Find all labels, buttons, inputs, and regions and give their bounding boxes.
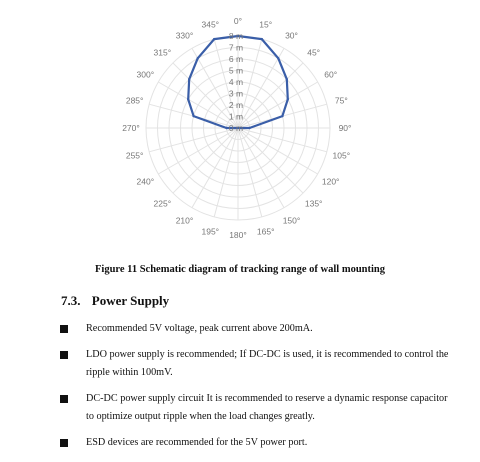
radial-tick-label: 2 m [228,100,244,110]
grid-spoke [158,128,238,174]
angle-tick-label: 180° [229,230,247,240]
square-bullet-icon [60,351,68,359]
data-point [287,98,289,100]
list-item-text: DC-DC power supply circuit It is recommended to reserve a dynamic response capacitor to optimize output ripple when the load changes greatly. [86,393,448,422]
angle-tick-label: 315° [153,47,172,58]
angle-tick-label: 105° [332,150,351,161]
radial-tick-label: 5 m [228,65,244,76]
radial-tick-label: 0 m [228,123,244,133]
list-item-text: Recommended 5V voltage, peak current above 200mA. [86,323,313,334]
radial-tick-label: 1 m [228,111,244,122]
grid-spoke [173,128,238,193]
angle-tick-label: 210° [175,215,194,226]
grid-spoke [238,128,318,174]
data-point [187,98,189,100]
figure-caption: Figure 11 Schematic diagram of tracking range of wall mounting [95,264,385,275]
angle-tick-label: 135° [304,198,323,209]
section-title: Power Supply [91,293,170,308]
square-bullet-icon [60,325,68,333]
data-point [213,38,215,40]
list-item [60,320,452,338]
angle-tick-label: 255° [125,150,144,161]
list-item [60,434,452,452]
angle-tick-label: 270° [122,123,140,133]
angle-tick-label: 150° [282,215,301,226]
radial-tick-label: 4 m [228,77,244,87]
grid-spoke [214,128,238,217]
angle-tick-label: 330° [175,30,194,41]
grid-spoke [238,82,318,128]
angle-tick-label: 0° [233,16,243,26]
grid-spoke [192,128,238,208]
grid-spoke [238,128,327,152]
radial-tick-label: 3 m [228,88,244,99]
angle-tick-label: 345° [201,19,220,30]
list-item [60,390,452,426]
radial-tick-label: 7 m [228,42,244,53]
bullet-list [60,320,452,460]
angle-tick-label: 120° [321,176,340,187]
list-item-text: ESD devices are recommended for the 5V power port. [86,437,308,448]
angle-tick-label: 15° [259,19,273,30]
square-bullet-icon [60,395,68,403]
grid-spoke [149,128,238,152]
section-number: 7.3. [61,293,81,308]
data-point [225,127,227,129]
angle-tick-label: 195° [201,226,220,237]
angle-tick-label: 45° [307,47,321,58]
radial-tick-label: 8 m [228,31,244,41]
data-point [261,38,263,40]
angle-tick-label: 75° [334,95,348,106]
list-item-text: LDO power supply is recommended; If DC-DC is used, it is recommended to control the ripple within 100mV. [86,349,449,378]
data-point [197,57,199,59]
data-point [192,115,194,117]
grid-spoke [158,82,238,128]
angle-tick-label: 225° [153,198,172,209]
data-point [277,57,279,59]
grid-spoke [238,128,262,217]
radial-tick-label: 6 m [228,54,244,64]
angle-tick-label: 30° [285,30,298,41]
angle-tick-label: 300° [136,69,155,80]
grid-spoke [238,128,284,208]
data-point [188,78,190,80]
square-bullet-icon [60,439,68,447]
grid-spoke [238,63,303,128]
angle-tick-label: 165° [256,226,275,237]
angle-tick-label: 240° [136,176,155,187]
data-point [248,127,250,129]
data-point [286,78,288,80]
angle-tick-label: 90° [338,123,352,133]
grid-spoke [238,128,303,193]
data-point [281,115,283,117]
angle-tick-label: 60° [324,69,338,80]
angle-tick-label: 285° [125,95,144,106]
section-heading [61,293,169,309]
list-item [60,346,452,382]
grid-spoke [238,48,284,128]
